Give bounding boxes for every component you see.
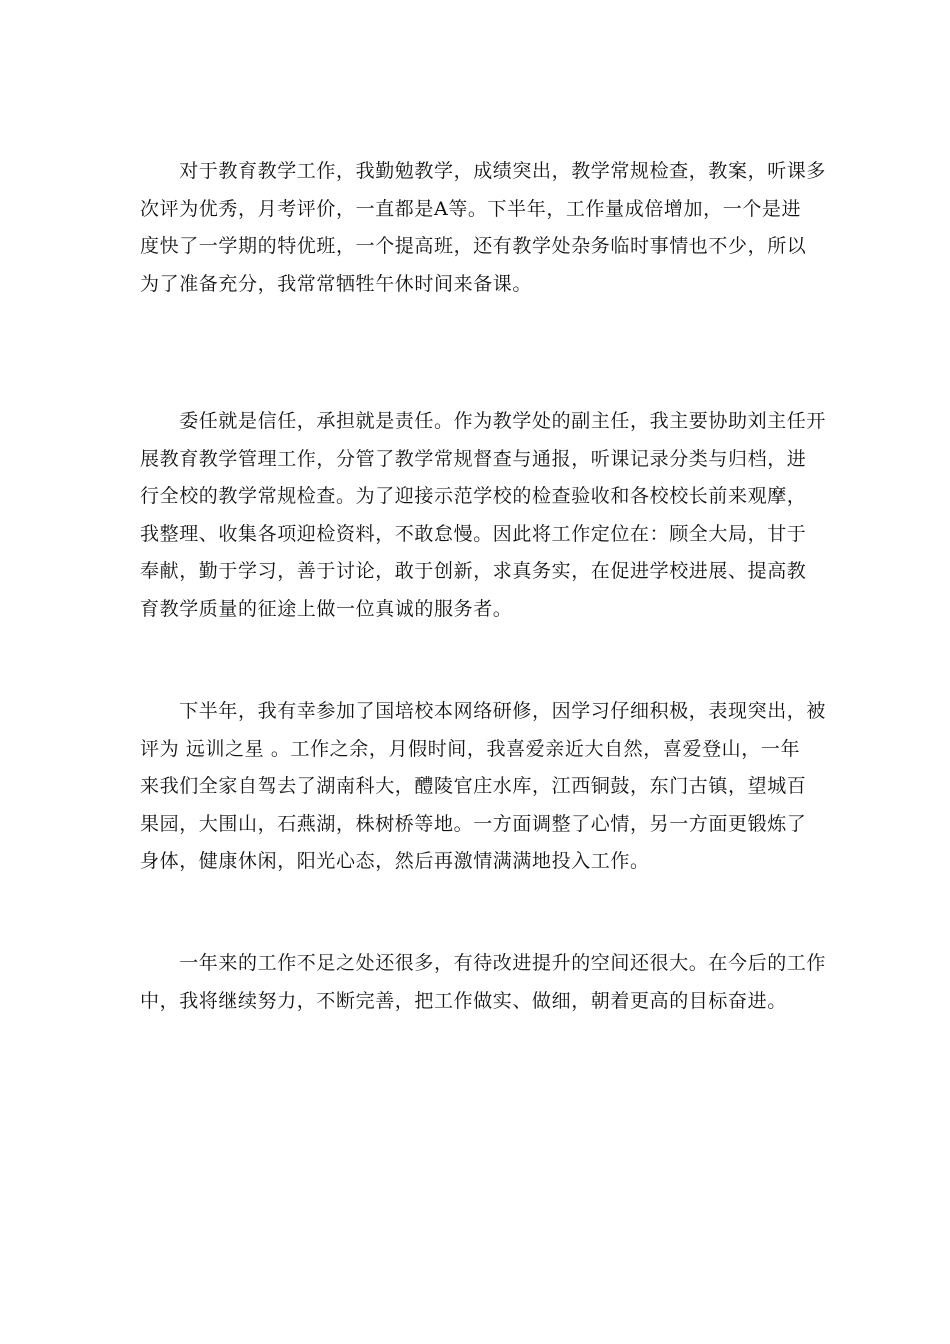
text-line: 评为 远训之星 。工作之余，月假时间，我喜爱亲近大自然，喜爱登山，一年 bbox=[140, 737, 801, 760]
paragraph-conclusion bbox=[140, 945, 827, 1020]
text-line: 果园，大围山，石燕湖，株树桥等地。一方面调整了心情，另一方面更锻炼了 bbox=[140, 812, 807, 835]
paragraph-teaching-work bbox=[140, 153, 827, 303]
text-line: 一年来的工作不足之处还很多，有待改进提升的空间还很大。在今后的工作 bbox=[140, 952, 827, 974]
text-line: 度快了一学期的特优班，一个提高班，还有教学处杂务临时事情也不少，所以 bbox=[140, 235, 807, 257]
text-line: 奉献，勤于学习，善于讨论，敢于创新，求真务实，在促进学校进展、提高教 bbox=[140, 560, 807, 582]
text-line: 对于教育教学工作，我勤勉教学，成绩突出，教学常规检查，教案，听课多 bbox=[140, 160, 827, 182]
text-line: 下半年，我有幸参加了国培校本网络研修，因学习仔细积极，表现突出，被 bbox=[140, 700, 827, 722]
text-line: 我整理、收集各项迎检资料，不敢怠慢。因此将工作定位在：顾全大局，甘于 bbox=[140, 522, 807, 545]
text-line: 育教学质量的征途上做一位真诚的服务者。 bbox=[140, 597, 513, 620]
text-line: 委任就是信任，承担就是责任。作为教学处的副主任，我主要协助刘主任开 bbox=[140, 410, 827, 432]
text-line: 来我们全家自驾去了湖南科大，醴陵官庄水库，江西铜鼓，东门古镇，望城百 bbox=[140, 775, 807, 797]
paragraph-management-work bbox=[140, 403, 827, 628]
paragraph-training-and-leisure bbox=[140, 693, 827, 881]
text-line: 中，我将继续努力，不断完善，把工作做实、做细，朝着更高的目标奋进。 bbox=[140, 989, 787, 1012]
text-line: 为了准备充分，我常常牺牲午休时间来备课。 bbox=[140, 272, 533, 295]
text-line: 展教育教学管理工作，分管了教学常规督查与通报，听课记录分类与归档，进 bbox=[140, 447, 807, 470]
text-line: 身体，健康休闲，阳光心态，然后再激情满满地投入工作。 bbox=[140, 850, 650, 872]
text-line: 行全校的教学常规检查。为了迎接示范学校的检查验收和各校校长前来观摩， bbox=[140, 485, 807, 507]
text-line: 次评为优秀，月考评价，一直都是A等。下半年，工作量成倍增加，一个是进 bbox=[140, 197, 802, 220]
